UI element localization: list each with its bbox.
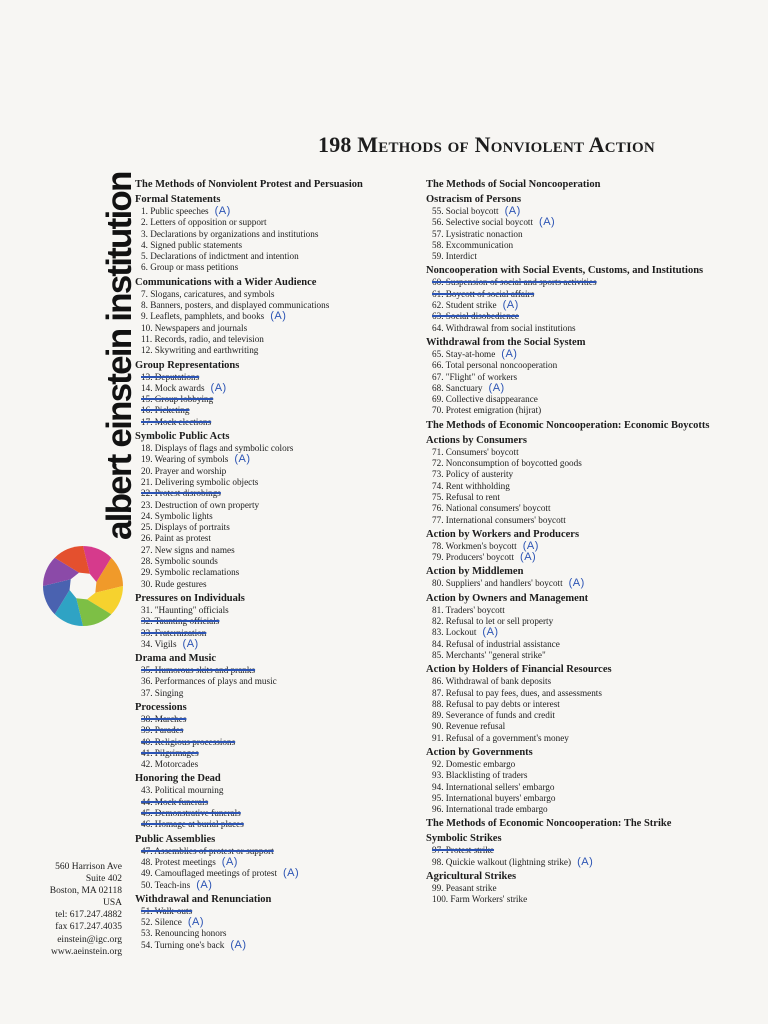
method-text: 15. Group lobbying	[141, 394, 214, 405]
method-item	[135, 628, 420, 639]
method-item	[135, 289, 420, 300]
method-text: 74. Rent withholding	[432, 480, 510, 491]
method-text: 46. Homage at burial places	[141, 819, 244, 830]
group-title-formal-statements: Formal Statements	[135, 194, 221, 205]
brand-name: albert einstein institution	[100, 172, 139, 540]
method-item	[135, 488, 420, 499]
method-item	[426, 503, 726, 514]
handwritten-a-mark: (A)	[568, 577, 585, 590]
group-title-agricultural-strikes: Agricultural Strikes	[426, 871, 517, 883]
method-text: 38. Marches	[141, 713, 187, 724]
fax-line: fax 617.247.4035	[55, 922, 122, 933]
group-title-public-assemblies: Public Assemblies	[135, 833, 216, 845]
method-text: 90. Revenue refusal	[432, 721, 506, 732]
method-text: 98. Quickie walkout (lightning strike)	[432, 856, 572, 867]
method-text: 92. Domestic embargo	[432, 758, 516, 769]
method-text: 52. Silence	[141, 917, 182, 928]
method-text: 17. Mock elections	[141, 416, 212, 427]
method-text: 36. Performances of plays and music	[141, 676, 277, 687]
method-text: 1. Public speeches	[141, 206, 209, 216]
website-line: www.aeinstein.org	[51, 946, 122, 957]
method-item	[135, 522, 420, 533]
method-text: 10. Newspapers and journals	[141, 322, 248, 333]
handwritten-a-mark: (A)	[182, 637, 199, 650]
left-column	[135, 176, 420, 951]
group-title-noncooperation-with-social-events-customs-and-institutions: Noncooperation with Social Events, Customs, and Institutions	[426, 265, 704, 277]
method-text: 9. Leaflets, pamphlets, and books	[141, 311, 265, 322]
method-item	[135, 940, 420, 951]
method-text: 100. Farm Workers' strike	[432, 894, 528, 905]
method-list	[426, 277, 726, 333]
group-title-action-by-holders-of-financial-resources: Action by Holders of Financial Resources	[426, 664, 612, 676]
handwritten-a-mark: (A)	[520, 551, 537, 564]
method-item	[426, 782, 726, 793]
method-item	[135, 533, 420, 544]
method-text: 7. Slogans, caricatures, and symbols	[141, 288, 275, 299]
section-heading: The Methods of Nonviolent Protest and Persuasion	[135, 179, 363, 190]
handwritten-a-mark: (A)	[234, 453, 251, 466]
method-text: 24. Symbolic lights	[141, 510, 213, 521]
method-item	[426, 616, 726, 627]
method-text: 43. Political mourning	[141, 785, 224, 796]
method-item	[426, 845, 726, 856]
method-text: 86. Withdrawal of bank deposits	[432, 676, 552, 687]
method-text: 22. Protest disrobings	[141, 488, 221, 499]
method-text: 23. Destruction of own property	[141, 499, 260, 510]
handwritten-a-mark: (A)	[504, 205, 521, 217]
method-item	[135, 217, 420, 228]
method-text: 95. International buyers' embargo	[432, 792, 556, 803]
handwritten-a-mark: (A)	[488, 381, 505, 394]
method-text: 3. Declarations by organizations and institutions	[141, 228, 319, 239]
method-text: 77. International consumers' boycott	[432, 514, 566, 525]
method-text: 18. Displays of flags and symbolic colors	[141, 443, 294, 454]
group-title-action-by-governments: Action by Governments	[426, 746, 533, 758]
phone-line: tel: 617.247.4882	[55, 910, 122, 921]
method-text: 75. Refusal to rent	[432, 491, 500, 502]
handwritten-a-mark: (A)	[577, 855, 594, 868]
method-item	[426, 323, 726, 334]
method-text: 6. Group or mass petitions	[141, 262, 239, 273]
method-list	[135, 605, 420, 650]
method-list	[135, 443, 420, 590]
method-item	[426, 883, 726, 894]
method-item	[426, 759, 726, 770]
method-text: 53. Renouncing honors	[141, 928, 227, 939]
group-title-action-by-owners-and-management: Action by Owners and Management	[426, 592, 589, 604]
method-text: 58. Excommunication	[432, 239, 514, 250]
method-text: 34. Vigils	[141, 638, 177, 649]
method-text: 97. Protest strike	[432, 845, 495, 856]
method-text: 19. Wearing of symbols	[141, 454, 229, 465]
handwritten-a-mark: (A)	[196, 878, 213, 891]
method-item	[135, 567, 420, 578]
method-list	[426, 541, 726, 564]
method-text: 67. "Flight" of workers	[432, 371, 518, 382]
method-text: 81. Traders' boycott	[432, 604, 505, 615]
method-text: 40. Religious processions	[141, 736, 236, 747]
method-text: 44. Mock funerals	[141, 796, 209, 807]
method-item	[426, 311, 726, 322]
method-list	[426, 349, 726, 417]
method-item	[135, 556, 420, 567]
method-item	[426, 469, 726, 480]
group-title-processions: Processions	[135, 701, 187, 713]
section-heading: The Methods of Social Noncooperation	[426, 179, 601, 190]
method-item	[135, 545, 420, 556]
method-item	[135, 443, 420, 454]
method-item	[426, 206, 726, 217]
method-text: 2. Letters of opposition or support	[141, 217, 267, 228]
method-item	[135, 808, 420, 819]
method-text: 33. Fraternization	[141, 627, 207, 638]
method-text: 48. Protest meetings	[141, 856, 216, 867]
method-item	[426, 251, 726, 262]
section-heading: The Methods of Economic Noncooperation: The Strike	[426, 818, 672, 830]
method-list	[426, 206, 726, 262]
method-item	[135, 229, 420, 240]
method-item	[135, 748, 420, 759]
method-item	[135, 797, 420, 808]
method-item	[135, 819, 420, 830]
method-text: 71. Consumers' boycott	[432, 446, 519, 457]
method-list	[135, 785, 420, 830]
address-line: 560 Harrison Ave	[55, 862, 122, 872]
method-list	[426, 759, 726, 815]
method-text: 4. Signed public statements	[141, 239, 243, 250]
method-item	[135, 334, 420, 345]
handwritten-a-mark: (A)	[210, 381, 227, 394]
method-text: 26. Paint as protest	[141, 533, 211, 544]
method-item	[135, 262, 420, 273]
method-text: 88. Refusal to pay debts or interest	[432, 698, 560, 709]
logo-center	[72, 575, 94, 597]
method-item	[135, 454, 420, 465]
address-line: Suite 402	[85, 874, 122, 885]
method-text: 41. Pilgrimages	[141, 747, 199, 758]
method-item	[135, 665, 420, 676]
handwritten-a-mark: (A)	[482, 626, 499, 639]
method-list	[135, 289, 420, 357]
handwritten-a-mark: (A)	[214, 205, 231, 217]
address-line: USA	[102, 898, 122, 909]
method-item	[426, 894, 726, 905]
method-item	[426, 688, 726, 699]
method-item	[135, 725, 420, 736]
method-item	[135, 323, 420, 334]
method-item	[135, 868, 420, 879]
method-text: 85. Merchants' "general strike"	[432, 649, 546, 660]
handwritten-a-mark: (A)	[522, 539, 539, 552]
group-title-action-by-workers-and-producers: Action by Workers and Producers	[426, 528, 580, 540]
group-title-ostracism-of-persons: Ostracism of Persons	[426, 194, 522, 205]
method-text: 27. New signs and names	[141, 544, 235, 555]
method-text: 79. Producers' boycott	[432, 552, 515, 563]
method-text: 70. Protest emigration (hijrat)	[432, 405, 542, 416]
group-title-withdrawal-and-renunciation: Withdrawal and Renunciation	[135, 893, 272, 905]
method-text: 73. Policy of austerity	[432, 469, 514, 480]
method-item	[135, 759, 420, 770]
method-text: 51. Walk-outs	[141, 905, 193, 916]
method-item	[135, 605, 420, 616]
method-text: 30. Rude gestures	[141, 578, 207, 589]
method-item	[135, 857, 420, 868]
method-item	[135, 579, 420, 590]
method-list	[426, 447, 726, 526]
method-text: 47. Assemblies of protest or support	[141, 845, 274, 856]
method-text: 59. Interdict	[432, 251, 477, 262]
logo-icon	[42, 545, 124, 627]
method-item	[426, 650, 726, 661]
handwritten-a-mark: (A)	[187, 916, 204, 929]
method-text: 13. Deputations	[141, 371, 200, 382]
method-item	[426, 552, 726, 563]
method-list	[135, 714, 420, 770]
group-title-action-by-middlemen: Action by Middlemen	[426, 566, 524, 578]
method-text: 28. Symbolic sounds	[141, 556, 218, 567]
method-list	[135, 206, 420, 274]
method-list	[135, 906, 420, 951]
method-text: 49. Camouflaged meetings of protest	[141, 868, 277, 879]
method-text: 56. Selective social boycott	[432, 217, 534, 228]
method-item	[426, 721, 726, 732]
method-text: 50. Teach-ins	[141, 879, 191, 890]
method-list	[426, 578, 726, 589]
method-item	[426, 372, 726, 383]
method-text: 35. Humorous skits and pranks	[141, 665, 256, 676]
group-title-symbolic-public-acts: Symbolic Public Acts	[135, 431, 230, 443]
method-item	[426, 360, 726, 371]
method-text: 12. Skywriting and earthwriting	[141, 345, 259, 356]
method-item	[135, 206, 420, 217]
method-item	[135, 676, 420, 687]
method-item	[426, 676, 726, 687]
method-item	[426, 541, 726, 552]
method-text: 99. Peasant strike	[432, 883, 497, 894]
method-list	[426, 676, 726, 744]
method-text: 80. Suppliers' and handlers' boycott	[432, 578, 563, 589]
method-item	[426, 710, 726, 721]
method-text: 54. Turning one's back	[141, 939, 225, 950]
method-text: 29. Symbolic reclamations	[141, 567, 240, 578]
method-item	[135, 500, 420, 511]
method-item	[426, 349, 726, 360]
method-item	[426, 733, 726, 744]
method-item	[426, 770, 726, 781]
method-text: 55. Social boycott	[432, 206, 499, 216]
method-item	[426, 804, 726, 815]
method-item	[135, 417, 420, 428]
page-title: 198 Methods of Nonviolent Action	[318, 132, 655, 157]
method-text: 72. Nonconsumption of boycotted goods	[432, 458, 582, 469]
method-item	[426, 217, 726, 228]
method-text: 91. Refusal of a government's money	[432, 732, 569, 743]
method-text: 31. "Haunting" officials	[141, 604, 229, 615]
method-text: 68. Sanctuary	[432, 382, 483, 393]
method-text: 82. Refusal to let or sell property	[432, 616, 554, 627]
method-text: 60. Suspension of social and sports activities	[432, 277, 597, 288]
method-item	[135, 906, 420, 917]
method-text: 42. Motorcades	[141, 759, 199, 770]
method-list	[135, 372, 420, 428]
method-item	[135, 466, 420, 477]
handwritten-a-mark: (A)	[221, 855, 238, 868]
method-text: 62. Student strike	[432, 300, 497, 311]
group-title-group-representations: Group Representations	[135, 359, 240, 371]
method-text: 16. Picketing	[141, 405, 190, 416]
method-text: 5. Declarations of indictment and intention	[141, 251, 299, 262]
method-item	[135, 880, 420, 891]
method-item	[135, 688, 420, 699]
method-text: 20. Prayer and worship	[141, 465, 227, 476]
method-text: 25. Displays of portraits	[141, 522, 230, 533]
group-title-pressures-on-individuals: Pressures on Individuals	[135, 592, 245, 604]
group-title-communications-with-a-wider-audience: Communications with a Wider Audience	[135, 276, 317, 288]
group-title-withdrawal-from-the-social-system: Withdrawal from the Social System	[426, 336, 586, 348]
method-text: 66. Total personal noncooperation	[432, 360, 558, 371]
method-item	[426, 793, 726, 804]
address-line: Boston, MA 02118	[49, 886, 122, 897]
method-text: 94. International sellers' embargo	[432, 781, 555, 792]
method-text: 63. Social disobedience	[432, 311, 520, 322]
method-item	[135, 372, 420, 383]
group-title-honoring-the-dead: Honoring the Dead	[135, 773, 221, 785]
right-column	[426, 176, 726, 906]
method-item	[426, 699, 726, 710]
method-item	[426, 447, 726, 458]
method-text: 96. International trade embargo	[432, 804, 548, 815]
handwritten-a-mark: (A)	[502, 299, 519, 312]
group-title-symbolic-strikes: Symbolic Strikes	[426, 833, 502, 845]
handwritten-a-mark: (A)	[283, 867, 300, 880]
method-item	[135, 714, 420, 725]
method-item	[426, 300, 726, 311]
handwritten-a-mark: (A)	[539, 216, 556, 229]
method-text: 84. Refusal of industrial assistance	[432, 638, 560, 649]
method-item	[135, 477, 420, 488]
method-item	[426, 857, 726, 868]
method-item	[426, 405, 726, 416]
method-item	[426, 240, 726, 251]
group-title-actions-by-consumers: Actions by Consumers	[426, 434, 527, 446]
email-line: einstein@igc.org	[57, 934, 122, 945]
method-item	[135, 405, 420, 416]
method-text: 8. Banners, posters, and displayed communications	[141, 300, 330, 311]
method-item	[135, 737, 420, 748]
method-text: 21. Delivering symbolic objects	[141, 476, 259, 487]
method-list	[426, 883, 726, 906]
method-item	[135, 785, 420, 796]
handwritten-a-mark: (A)	[230, 938, 247, 951]
method-item	[135, 383, 420, 394]
method-item	[135, 251, 420, 262]
method-text: 39. Parades	[141, 725, 184, 736]
method-item	[426, 394, 726, 405]
method-item	[426, 481, 726, 492]
method-text: 78. Workmen's boycott	[432, 540, 517, 551]
method-item	[426, 639, 726, 650]
method-item	[426, 492, 726, 503]
method-item	[135, 345, 420, 356]
handwritten-a-mark: (A)	[270, 310, 287, 323]
method-text: 14. Mock awards	[141, 382, 205, 393]
method-list	[426, 845, 726, 868]
group-title-drama-and-music: Drama and Music	[135, 653, 217, 665]
method-text: 83. Lockout	[432, 627, 477, 638]
method-item	[426, 289, 726, 300]
method-list	[426, 605, 726, 661]
address-block	[50, 861, 122, 958]
method-list	[135, 665, 420, 699]
method-item	[426, 605, 726, 616]
method-item	[135, 639, 420, 650]
method-item	[135, 394, 420, 405]
method-item	[426, 515, 726, 526]
method-text: 89. Severance of funds and credit	[432, 710, 555, 721]
method-item	[135, 917, 420, 928]
method-item	[426, 383, 726, 394]
method-text: 32. Taunting officials	[141, 616, 220, 627]
method-item	[426, 277, 726, 288]
method-item	[135, 846, 420, 857]
method-text: 45. Demonstrative funerals	[141, 808, 241, 819]
method-item	[135, 616, 420, 627]
method-list	[135, 846, 420, 891]
method-item	[135, 511, 420, 522]
method-item	[135, 240, 420, 251]
method-text: 93. Blacklisting of traders	[432, 770, 528, 781]
method-item	[426, 627, 726, 638]
method-text: 11. Records, radio, and television	[141, 333, 264, 344]
method-text: 69. Collective disappearance	[432, 394, 538, 405]
method-text: 76. National consumers' boycott	[432, 503, 551, 514]
method-text: 65. Stay-at-home	[432, 348, 496, 359]
method-text: 61. Boycott of social affairs	[432, 288, 535, 299]
method-item	[426, 578, 726, 589]
method-item	[135, 928, 420, 939]
method-text: 87. Refusal to pay fees, dues, and assessments	[432, 687, 602, 698]
handwritten-a-mark: (A)	[501, 347, 518, 360]
method-text: 57. Lysistratic nonaction	[432, 228, 523, 239]
method-item	[426, 458, 726, 469]
section-heading: The Methods of Economic Noncooperation: Economic Boycotts	[426, 419, 710, 431]
method-item	[426, 229, 726, 240]
method-text: 64. Withdrawal from social institutions	[432, 322, 576, 333]
method-text: 37. Singing	[141, 687, 184, 698]
method-item	[135, 311, 420, 322]
